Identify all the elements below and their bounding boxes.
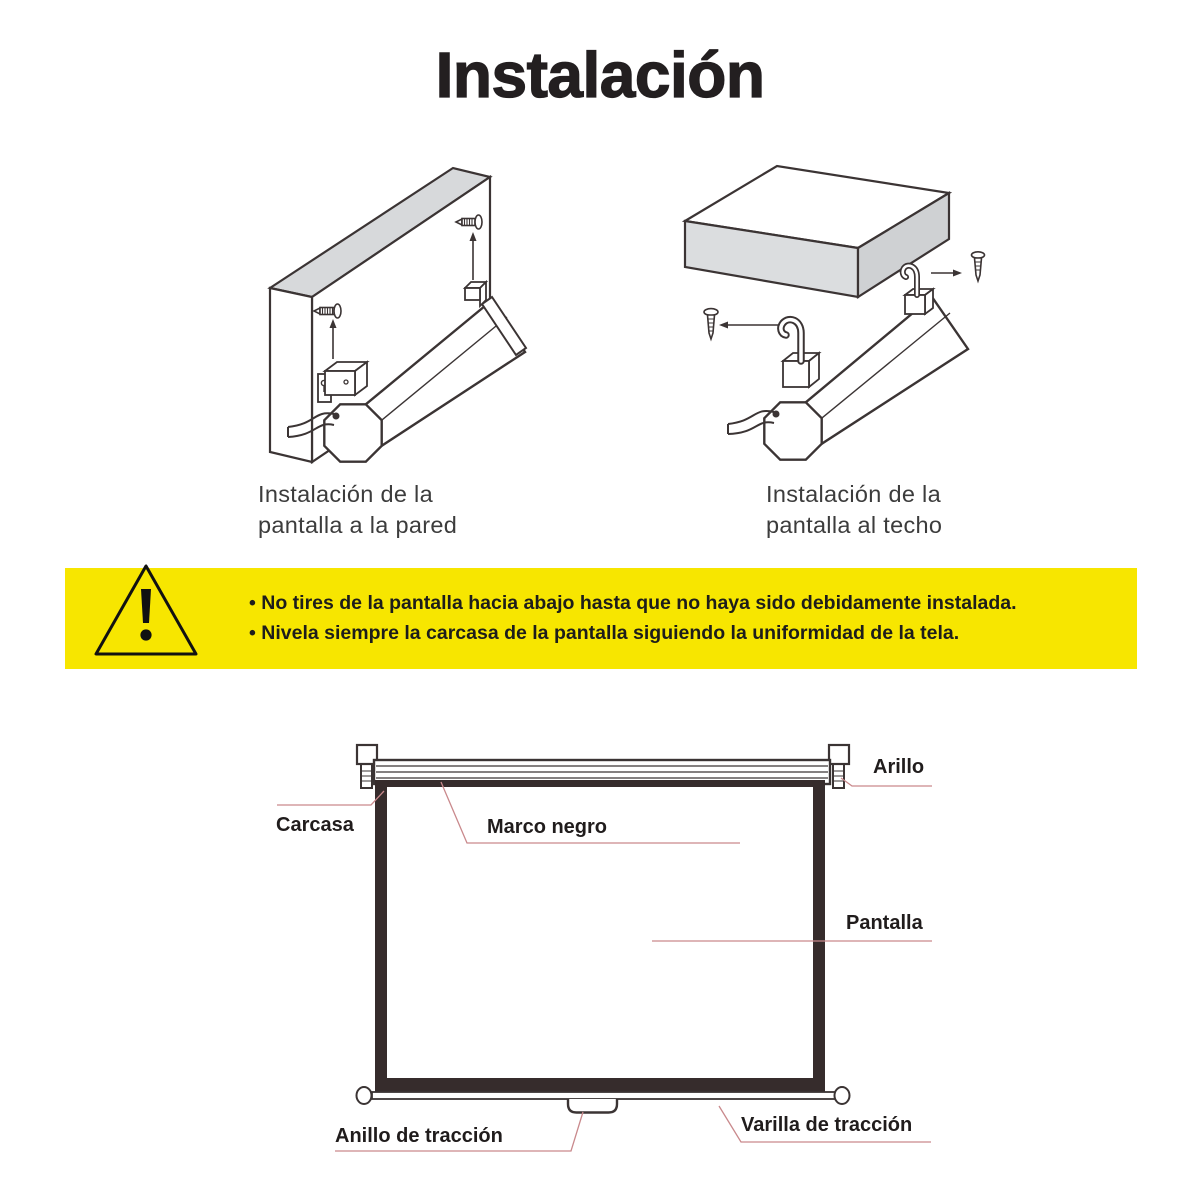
label-arillo: Arillo bbox=[873, 756, 925, 778]
pull-handle bbox=[568, 1099, 617, 1113]
wall-installation-illustration bbox=[230, 158, 560, 478]
ceiling-caption bbox=[766, 479, 942, 541]
wall-caption bbox=[258, 479, 457, 541]
wall-caption-line2: pantalla a la pared bbox=[258, 512, 458, 538]
ceiling bbox=[685, 166, 949, 297]
screen-diagram bbox=[230, 735, 970, 1165]
warning-text bbox=[249, 589, 1017, 648]
page-title: Instalación bbox=[435, 39, 765, 111]
label-pantalla: Pantalla bbox=[846, 912, 923, 934]
label-anillo-de-traccion: Anillo de tracción bbox=[335, 1125, 503, 1147]
ceiling-installation-illustration bbox=[650, 155, 1000, 472]
label-carcasa: Carcasa bbox=[276, 814, 354, 836]
screw-icon bbox=[972, 252, 985, 281]
warning-triangle-icon bbox=[92, 562, 202, 660]
arrow-right-icon bbox=[931, 270, 962, 277]
ceiling-caption-line2: pantalla al techo bbox=[766, 512, 943, 538]
label-marco-negro: Marco negro bbox=[487, 816, 608, 838]
rod-end-ring-right bbox=[835, 1087, 850, 1104]
warning-line-2: • Nivela siempre la carcasa de la pantalla siguiendo la uniformidad de la tela. bbox=[249, 621, 960, 644]
leader-arillo bbox=[841, 778, 932, 786]
bullet-icon: • bbox=[249, 621, 256, 644]
screw-icon bbox=[704, 309, 718, 339]
ceiling-caption-line1: Instalación de la bbox=[766, 481, 941, 507]
leader-carcasa bbox=[277, 791, 384, 805]
arrow-left-icon bbox=[719, 322, 784, 329]
label-varilla-de-traccion: Varilla de tracción bbox=[741, 1114, 913, 1136]
bullet-icon: • bbox=[249, 592, 256, 614]
rod-end-ring-left bbox=[357, 1087, 372, 1104]
wall-caption-line1: Instalación de la bbox=[258, 481, 433, 507]
warning-line-1: • No tires de la pantalla hacia abajo hasta que no haya sido debidamente instalada. bbox=[249, 592, 1017, 614]
